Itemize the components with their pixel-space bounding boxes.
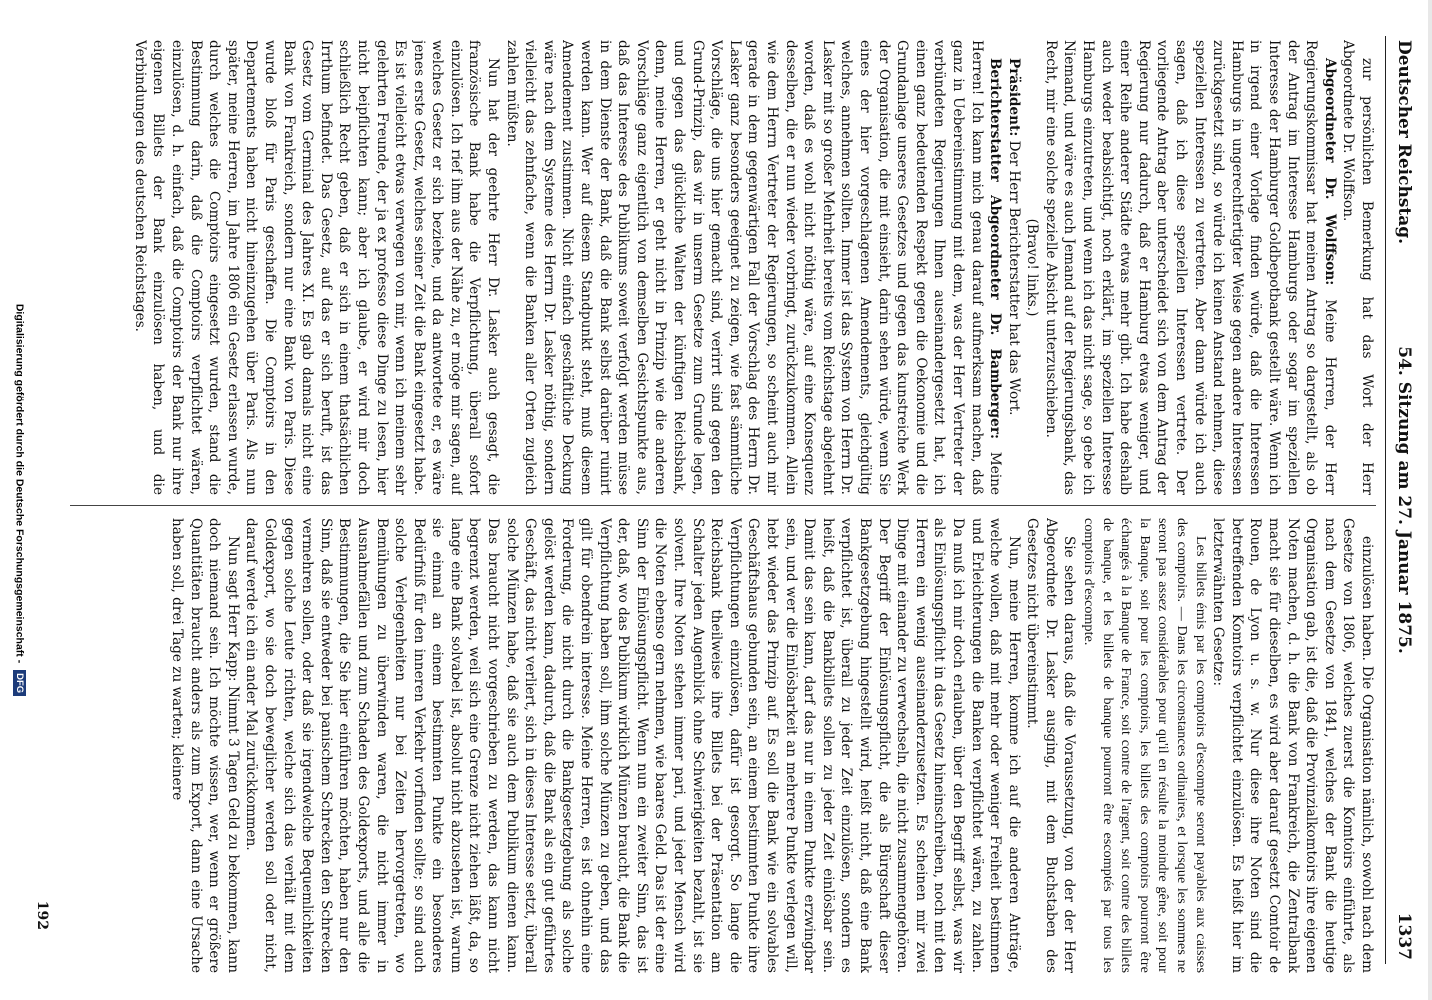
paragraph bbox=[1023, 518, 1079, 973]
paragraph-text: einzulösen haben. Die Organisation nämlich, sowohl nach dem Gesetze von 1806, welches zuerst die Komtoirs einführte, als nach dem Gesetze von 1841, welches der Bank die heutige Organisation gab, ist die, daß die Provinzialkomtoirs ihre eigenen Noten machen, d. h. die Bank von Frankreich, die Zentralbank macht sie für dieselben, es wird aber darauf gesetzt Comtoir de Rouen, de Lyon u. s. w. Nur diese ihre Noten sind die betreffenden Komtoirs verpflichtet einzulösen. Es heißt hier im letzterwähnten Gesetze: bbox=[1210, 518, 1375, 973]
paragraph bbox=[1339, 40, 1376, 495]
paragraph-text: Der Herr Berichterstatter hat das Wort. bbox=[1005, 136, 1022, 416]
paragraph-text: Les billets émis par les comptoirs d'escompte seront payables aux caisses des comptoirs. — Dans les circonstances ordinaires, et lorsque les sommes ne seront pas assez considérables pour qu'il en résulte la moindre gêne, soit pour la Banque, soit pour les comptoirs, les billets des comptoirs pourront être échangés à la Banque de France, soit contre de l'argent, soit contre des billets de banque, et les billets de banque pourront être escomptés par tous les comptoirs d'escompte. bbox=[1081, 518, 1208, 973]
paragraph-text: Nun hat der geehrte Herr Dr. Lasker auch gesagt, die französische Bank habe die Verpflichtung, überall sofort einzulösen. Ich rief ihm aus der Nähe zu, er möge mir sagen, auf welches Gesetz er sich beziehe, und da antwortete er, es wäre jenes erste Gesetz, welches seiner Zeit die Bank eingesetzt habe. Es ist vielleicht etwas verwegen von mir, wenn ich meinem sehr gelehrten Freunde, der ja ex professo diese Dinge zu lesen, hier nicht beipflichten kann; aber ich glaube, er wird mir doch schließlich Recht geben, daß er sich in einem thatsächlichen Irrthum befindet. Das Gesetz, auf das er sich beruft, ist das Gesetz vom Germinal des Jahres XI. Es gab damals nicht eine Bank von Frankreich, sondern nur eine Bank von Paris. Diese wurde bloß für Paris geschaffen. Die Comptoirs in den Departements haben nicht hineinzugehen über Paris. Als nun später, meine Herren, im Jahre 1806 ein Gesetz erlassen wurde, durch welches die Comptoirs eingesetzt wurden, stand die Bestimmung darin, daß die Comptoirs verpflichtet wären, einzulösen, d. h. einfach, daß die Comptoirs der Bank nur ihre eigenen Billets der Bank einzulösen haben, und die Verbindungen des deutschen Reichstages. bbox=[131, 40, 502, 495]
paragraph-text: Nun sagt Herr Kapp: Nimmt 3 Tagen Geld zu bekommen, kann doch niemand sein. Ich möchte wissen, wer, wenn er größere Quantitäten braucht anders als zum Export, dann eine Ursache haben soll, drei Tage zu warten; kleinere bbox=[169, 518, 241, 973]
paragraph bbox=[130, 40, 502, 495]
header-rule bbox=[1385, 36, 1386, 964]
french-quotation bbox=[1079, 518, 1209, 973]
credit-text: Digitalisierung gefördert durch die Deutsche Forschungsgemeinschaft - bbox=[13, 303, 26, 664]
paragraph bbox=[242, 518, 1023, 973]
applause-note bbox=[1023, 40, 1042, 495]
paragraph bbox=[1209, 518, 1376, 973]
dfg-logo: DFG bbox=[13, 670, 26, 696]
paragraph-text: Meine Herren, der Herr Regierungskommissar hat meinen Antrag so dargestellt, als ob der Antrag im Interesse Hamburgs oder sogar im speziellen Interesse der Hamburger Goldbepotbank gestellt wäre. Wenn ich in irgend einer Vorlage finden würde, daß die Interessen Hamburgs in ungerechtfertigter Weise gegen andere Interessen zurückgesetzt sind, so würde ich keinen Anstand nehmen, diese speziellen Interessen zu vertreten. Aber dann würde ich auch sagen, daß ich diese speziellen Interessen vertrete. Der vorliegende Antrag aber unterscheidet sich von dem Antrag der Regierung nur dadurch, daß er Hamburg etwas weniger, und einer Reihe anderer Städte etwas mehr gibt. Ich habe deshalb auch weder beabsichtigt, noch erklärt, im speziellen Interesse Hamburgs einzutreten, und wenn ich das nicht sage, so gebe ich Niemand, und wäre es auch Jemand auf der Regierungsbank, das Recht, mir eine solche spezielle Absicht unterzuschieben. bbox=[1042, 40, 1338, 495]
digitization-credit bbox=[6, 0, 26, 1000]
right-column bbox=[40, 518, 1376, 973]
paragraph-text: Meine Herren! Ich kann mich genau darauf aufmerksam machen, daß ganz in Uebereinstimmung mit dem, was der Herr Vertreter der verbündeten Regierungen Ihnen auseinandergesetzt hat, ich einen ganz bedeutenden Respekt gegen die Oekonomie und die Grundanlage unseres Gesetzes und gegen das kunstreiche Werk der Organisation, die mit einsieht, darin sehen würde, wenn Sie eines der hier vorgeschlagenen Amendements, gleichgültig welches, annehmen sollten. Immer ist das System von Herrn Dr. Lasker mit so großer Mehrheit bereits vom Reichstage abgelehnt worden, daß es wohl nicht nöthig wäre, auf eine Konsequenz desselben, die er nun wieder vorbringt, zurückzukommen. Allein wie dem Herrn Vertreter der Regierungen, so scheint auch mir gerade in dem gegenwärtigen Fall der Vorschlag des Herrn Dr. Lasker ganz besonders geeignet zu zeigen, wie fast sämmtliche Vorschläge, die uns hier gemacht sind, verirrt sind gegen den Grund-Prinzip, das wir in unserm Gesetze zum Grunde legen, und gegen das glückliche Walten der künftigen Reichsbank, denn, meine Herren, er geht nicht in Prinzip wie die anderen Vorschläge ganz eigentlich von demselben Gesichtspunkte aus, daß das Interesse des Publikums soweit verfolgt werden müsse in dem Dienste der Bank, daß die Bank selbst darüber ruinirt werden kann. Wer auf diesem Standpunkt steht, muß diesem Amendement zustimmen. Nicht einfach geschäftliche Deckung wäre nach dem Systeme des Herrn Dr. Lasker nöthig, sondern vielleicht das zehnfache, wenn die Banken aller Orten zugleich zahlen müßten. bbox=[503, 40, 1004, 495]
paragraph bbox=[167, 518, 241, 973]
header-journal-title: Deutscher Reichstag. bbox=[1394, 40, 1414, 245]
speaker-name: Berichterstatter Abgeordneter Dr. Bamberger: bbox=[987, 58, 1004, 440]
speaker-name: Abgeordneter Dr. Wolffson: bbox=[1321, 58, 1338, 286]
paragraph bbox=[1004, 40, 1023, 495]
paragraph-text: Nun, meine Herren, komme ich auf die anderen Anträge, welche wollen, daß mit mehr oder weniger Freiheit bestimmen und Erleichterungen die Banken verpflichtet wären, zu zahlen. Da muß ich mir doch erlauben, über den Begriff selbst, was wir als Einlösungspflicht in das Gesetz hineinschreiben, noch mit den Herren ein wenig auseinanderzusetzen. Es scheinen mir zwei Dinge mit einander zu verwechseln, die nicht zusammengehören. Der Begriff der Einlösungspflicht, die als Bürgschaft dieser Bankgesetzgebung hingestellt wird, heißt nicht, daß eine Bank verpflichtet ist, überall zu jeder Zeit einzulösen, sondern es heißt, daß die Bankbillets sollen zu jeder Zeit einlösbar sein. Damit das sein kann, darf das nur in einem Punkte erzwingbar sein, und wer die Einlösbarkeit an mehrere Punkte verlegen will, hebt wieder das Prinzip auf. Es soll die Bank wie ein solvables Geschäftshaus gebunden sein, an einem bestimmten Punkte ihre Verpflichtungen einzulösen, dafür ist gesorgt. So lange die Reichsbank theilweise ihre Billets bei der Präsentation am Schalter jeden Augenblick ohne Schwierigkeiten bezahlt, ist sie solvent. Ihre Noten stehen immer pari, und jeder Mensch wird die Noten ebenso gern nehmen, wie baares Geld. Das ist der eine Sinn der Einlösungspflicht. Wenn nun ein zweiter Sinn, das ist der, daß, wo das Publikum wirklich Münzen braucht, die Bank die Verpflichtung haben soll, ihm solche Münzen zu geben, und das gilt für obendrein interesse. Meine Herren, es ist ohnehin eine Forderung, die nicht durch die Bankgesetzgebung als solche gelöst werden kann, dadurch, daß die Bank als ein gut geführtes Geschäft, das nicht verliert, sich in dieses Interesse setzt, überall solche Münzen habe, daß sie auch dem Publikum dienen kann. Das braucht nicht vorgeschrieben zu werden, das kann nicht begrenzt werden, weil sich eine Grenze nicht ziehen läßt, da, so lange eine Bank solvabel ist, absolut nicht abzusehen ist, warum sie einmal an einem bestimmten Punkte ein besonderes Bedürfniß für den inneren Verkehr vorfinden sollte; so sind auch solche Verlegenheiten nur bei Zeiten hervorgetreten, wo Bemühungen zu überwinden waren, die nicht immer in Ausnahmefällen und zum Schaden des Goldexports, und alle die Bestimmungen, die Sie hier einführen möchten, haben nur den Sinn, daß sie entweder bei panischem Schrecken den Schrecken vermehren sollen, oder daß sie irgendwelche Bequemlichkeiten gegen solche Leute richten, welche sich das verhält mit dem Goldexport, wo sie doch beweglicher werden soll oder nicht, darauf werde ich ein ander Mal zurückkommen. bbox=[243, 518, 1022, 973]
left-column bbox=[40, 40, 1376, 495]
scan-edge bbox=[1428, 0, 1432, 1000]
paragraph-text: (Bravo! links.) bbox=[1024, 218, 1041, 317]
sheet-number: 192 bbox=[34, 900, 50, 930]
header-session-date: 54. Sitzung am 27. Januar 1875. bbox=[1394, 346, 1414, 654]
column-divider bbox=[70, 505, 1376, 506]
paragraph bbox=[502, 40, 1004, 495]
paragraph-text: zur persönlichen Bemerkung hat das Wort der Herr Abgeordnete Dr. Wolffson. bbox=[1340, 40, 1375, 495]
header-page-number: 1337 bbox=[1394, 912, 1414, 960]
paragraph-text: Sie sehen daraus, daß die Voraussetzung, von der der Herr Abgeordnete Dr. Lasker ausging, mit dem Buchstaben des Gesetzes nicht übereinstimmt. bbox=[1024, 518, 1078, 973]
running-header bbox=[1388, 40, 1418, 960]
speaker-name: Präsident: bbox=[1005, 58, 1022, 137]
paragraph bbox=[1041, 40, 1339, 495]
